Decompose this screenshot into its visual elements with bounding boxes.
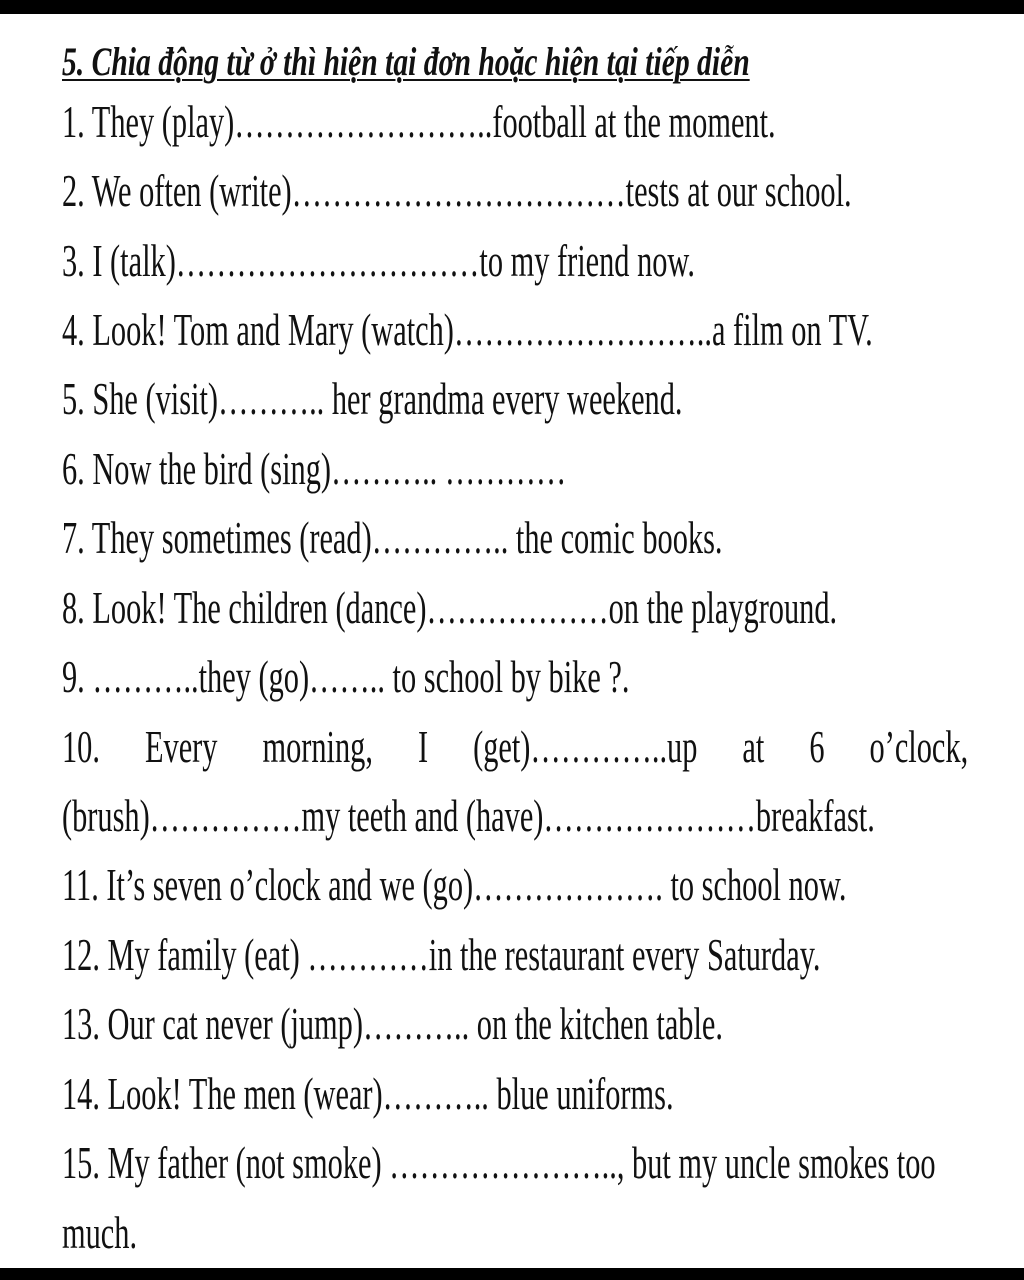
exercise-item-14: 14. Look! The men (wear)……….. blue uniforms. [62, 1068, 674, 1119]
exercise-item-7: 7. They sometimes (read)………….. the comic books. [62, 512, 723, 563]
exercise-item-4: 4. Look! Tom and Mary (watch)……………………..a film on TV. [62, 304, 873, 355]
exercise-item-6: 6. Now the bird (sing)……….. ………… [62, 443, 567, 494]
exercise-10-word: I [417, 721, 429, 772]
top-border [0, 0, 1024, 14]
exercise-item-13: 13. Our cat never (jump)……….. on the kitchen table. [62, 998, 723, 1049]
exercise-item-15-continued: much. [62, 1207, 138, 1258]
exercise-10-word: 10. [62, 721, 100, 772]
exercise-item-10 [62, 719, 968, 775]
exercise-item-3: 3. I (talk)…………………………to my friend now. [62, 235, 695, 286]
exercise-item-2: 2. We often (write)……………………………tests at our school. [62, 165, 852, 216]
exercise-10-word: 6 [809, 721, 825, 772]
exercise-item-8: 8. Look! The children (dance)………………on the playground. [62, 582, 838, 633]
exercise-10-word: (get)…………..up [473, 721, 698, 772]
bottom-border [0, 1268, 1024, 1280]
exercise-item-11: 11. It’s seven o’clock and we (go)………………. to school now. [62, 859, 847, 910]
exercise-item-9: 9. ………..they (go)…….. to school by bike ?. [62, 651, 630, 702]
exercise-item-12: 12. My family (eat) …………in the restaurant every Saturday. [62, 929, 821, 980]
exercise-item-5: 5. She (visit)……….. her grandma every weekend. [62, 373, 683, 424]
exercise-10-word: morning, [262, 721, 373, 772]
exercise-item-10-continued: (brush)……………my teeth and (have)…………………breakfast. [62, 790, 875, 841]
exercise-item-15: 15. My father (not smoke) ………………….., but my uncle smokes too [62, 1137, 936, 1188]
exercise-10-word: at [742, 721, 765, 772]
exercise-10-word: o’clock, [869, 721, 969, 772]
worksheet-page [0, 14, 1024, 1268]
exercise-item-1: 1. They (play)……………………..football at the moment. [62, 96, 776, 147]
worksheet-heading: 5. Chia động từ ở thì hiện tại đơn hoặc hiện tại tiếp diễn [62, 39, 750, 84]
exercise-10-word: Every [144, 721, 218, 772]
